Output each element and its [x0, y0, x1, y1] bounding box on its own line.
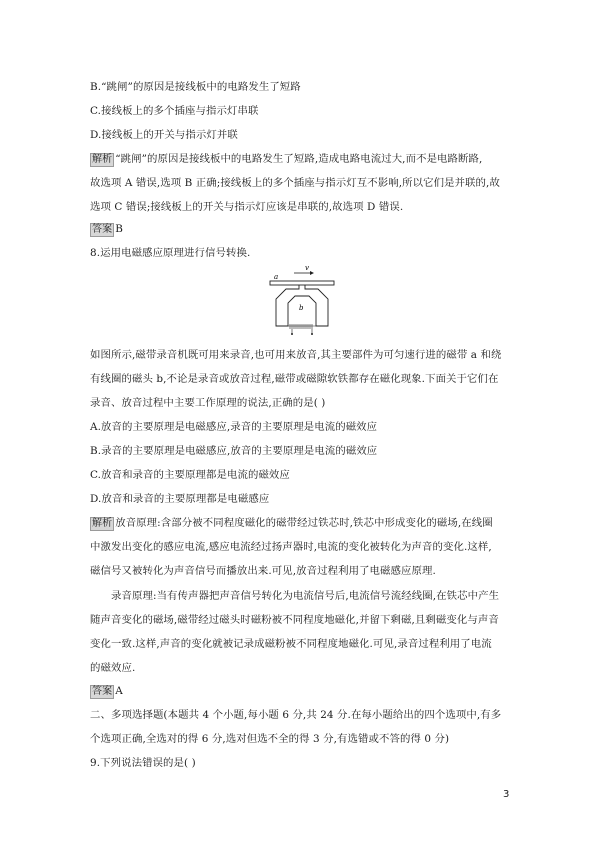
- section-heading-line1: 二、多项选择题(本题共 4 个小题,每小题 6 分,共 24 分.在每小题给出的四个选项中,有多: [90, 709, 502, 721]
- head-label-b: b: [299, 304, 304, 312]
- analysis-q8-line5: 随声音变化的磁场,磁带经过磁头时磁粉被不同程度地磁化,并留下剩磁,且剩磁变化与声音: [90, 614, 499, 626]
- analysis-q8-line2: 中激发出变化的感应电流,感应电流经过扬声器时,电流的变化被转化为声音的变化.这样,: [90, 541, 492, 553]
- option-b-q8: B.录音的主要原理是电磁感应,放音的主要原理是电流的磁效应: [90, 445, 378, 457]
- option-b-q7: B.“跳闸”的原因是接线板中的电路发生了短路: [90, 81, 301, 93]
- magnetic-tape: [270, 281, 334, 285]
- analysis-tag: 解析: [92, 154, 113, 165]
- q8-stem-line2: 有线圈的磁头 b,不论是录音或放音过程,磁带或磁隙软铁都存在磁化现象.下面关于它们在: [90, 373, 499, 385]
- analysis-q8-line4: 录音原理:当有传声器把声音信号转化为电流信号后,电流信号流经线圈,在铁芯中产生: [111, 590, 500, 602]
- page-number: 3: [503, 789, 510, 800]
- answer-value: A: [115, 685, 123, 697]
- question-8: 8.运用电磁感应原理进行信号转换.: [90, 247, 251, 259]
- velocity-label: v: [305, 264, 309, 272]
- question-9: 9.下列说法错误的是( ): [90, 757, 196, 769]
- analysis-q8-line3: 磁信号又被转化为声音信号而播放出来.可见,放音过程利用了电磁感应原理.: [90, 565, 436, 577]
- answer-tag: 答案: [92, 686, 113, 697]
- terminal-right: [311, 333, 313, 335]
- answer-value: B: [115, 223, 123, 235]
- analysis-text: “跳闸”的原因是接线板中的电路发生了短路,造成电路电流过大,而不是电路断路,: [115, 153, 483, 165]
- analysis-tag: 解析: [92, 518, 113, 529]
- option-a-q8: A.放音的主要原理是电磁感应,录音的主要原理是电流的磁效应: [90, 421, 378, 433]
- analysis-q7-line3: 选项 C 错误;接线板上的开关与指示灯应该是串联的,故选项 D 错误.: [90, 201, 404, 213]
- velocity-arrowhead: [310, 271, 314, 275]
- coil-winding: [288, 324, 316, 329]
- option-d-q8: D.放音和录音的主要原理都是电磁感应: [90, 493, 270, 505]
- terminal-left: [291, 333, 293, 335]
- option-c-q7: C.接线板上的多个插座与指示灯串联: [90, 105, 259, 117]
- analysis-q7-line1: [90, 152, 510, 167]
- analysis-q7-line2: 故选项 A 错误,选项 B 正确;接线板上的多个插座与指示灯互不影响,所以它们是并联的,故: [90, 177, 500, 189]
- analysis-q8-line7: 的磁效应.: [90, 662, 136, 674]
- analysis-q8-line6: 变化一致.这样,声音的变化就被记录成磁粉被不同程度地磁化.可见,录音过程利用了电流: [90, 638, 492, 650]
- magnetic-head-diagram: [268, 262, 336, 336]
- q8-stem-line3: 录音、放音过程中主要工作原理的说法,正确的是( ): [90, 397, 326, 409]
- tape-label-a: a: [274, 273, 279, 281]
- answer-tag: 答案: [92, 224, 113, 235]
- analysis-text: 放音原理:含部分被不同程度磁化的磁带经过铁芯时,铁芯中形成变化的磁场,在线圈: [115, 517, 493, 529]
- answer-q7: [90, 222, 510, 237]
- section-heading-line2: 个选项正确,全选对的得 6 分,选对但选不全的得 3 分,有选错或不答的得 0 分): [90, 733, 450, 745]
- analysis-q8-line1: [90, 516, 510, 531]
- answer-q8: [90, 684, 510, 699]
- q8-stem-line1: 如图所示,磁带录音机既可用来录音,也可用来放音,其主要部件为可匀速行进的磁带 a 和绕: [90, 349, 502, 361]
- option-d-q7: D.接线板上的开关与指示灯并联: [90, 129, 238, 141]
- option-c-q8: C.放音和录音的主要原理都是电流的磁效应: [90, 469, 290, 481]
